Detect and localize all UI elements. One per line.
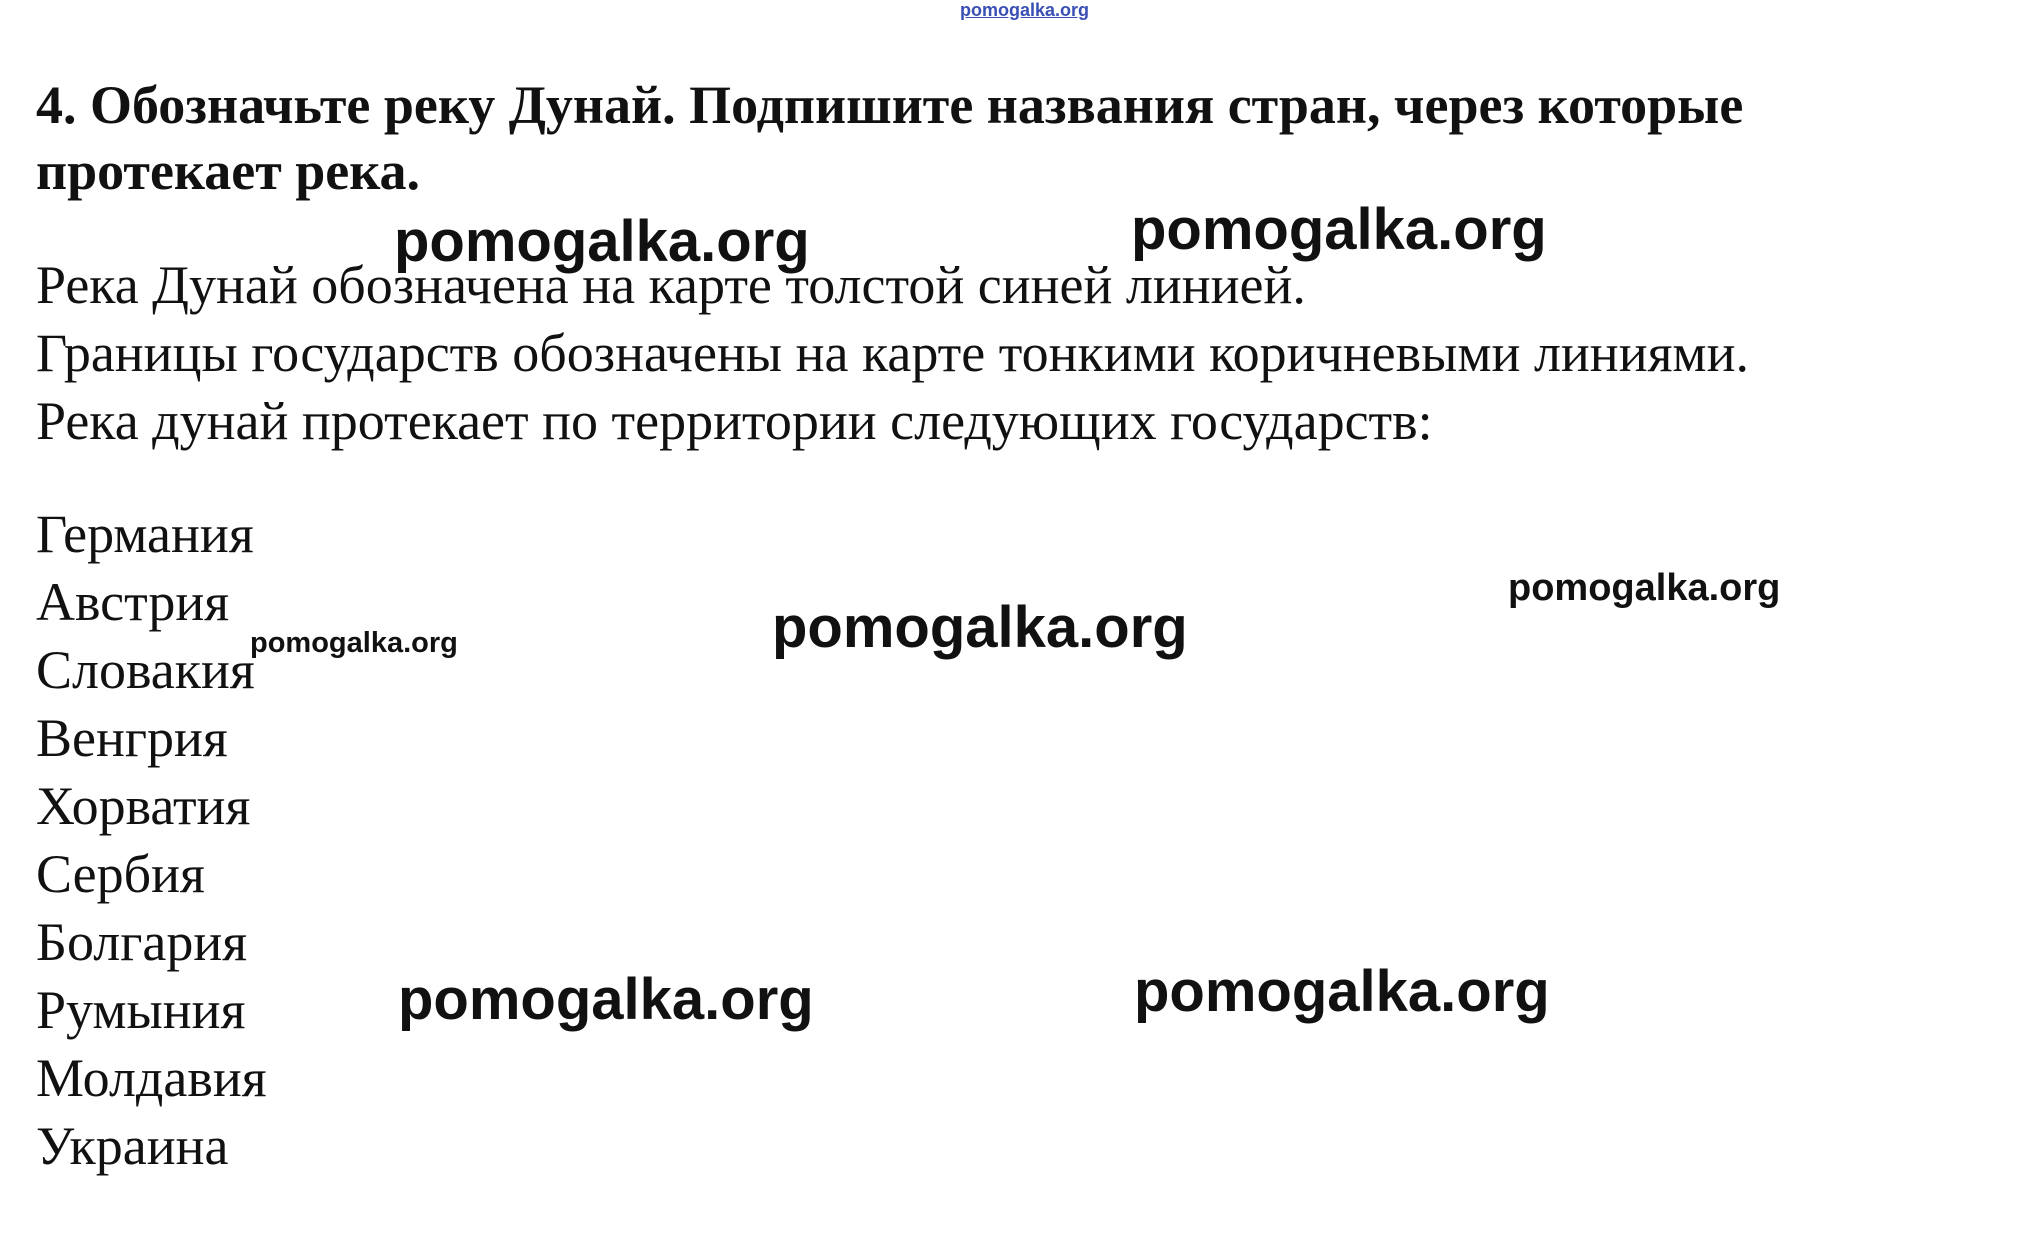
list-item: Болгария <box>36 912 248 972</box>
list-item: Украина <box>36 1116 229 1176</box>
answer-line-3: Река дунай протекает по территории следующих государств: <box>36 391 1433 451</box>
list-item: Румыния <box>36 980 246 1040</box>
list-item: Венгрия <box>36 708 228 768</box>
watermark: pomogalka.org <box>250 627 458 659</box>
watermark: pomogalka.org <box>398 967 814 1032</box>
list-item: Сербия <box>36 844 205 904</box>
list-item: Молдавия <box>36 1048 267 1108</box>
watermark: pomogalka.org <box>1134 959 1550 1024</box>
answer-line-2: Границы государств обозначены на карте тонкими коричневыми линиями. <box>36 323 1749 383</box>
country-list <box>36 500 267 1180</box>
task-heading: 4. Обозначьте реку Дунай. Подпишите названия стран, через которые протекает река. <box>36 75 1744 201</box>
watermark: pomogalka.org <box>772 595 1188 660</box>
list-item: Хорватия <box>36 776 251 836</box>
watermark: pomogalka.org <box>394 209 810 274</box>
watermark: pomogalka.org <box>1131 197 1547 262</box>
list-item: Германия <box>36 504 254 564</box>
top-watermark[interactable]: pomogalka.org <box>960 0 1090 20</box>
list-item: Словакия <box>36 640 255 700</box>
list-item: Австрия <box>36 572 230 632</box>
watermark: pomogalka.org <box>1508 567 1781 609</box>
answer-line-1: Река Дунай обозначена на карте толстой синей линией. <box>36 255 1306 315</box>
